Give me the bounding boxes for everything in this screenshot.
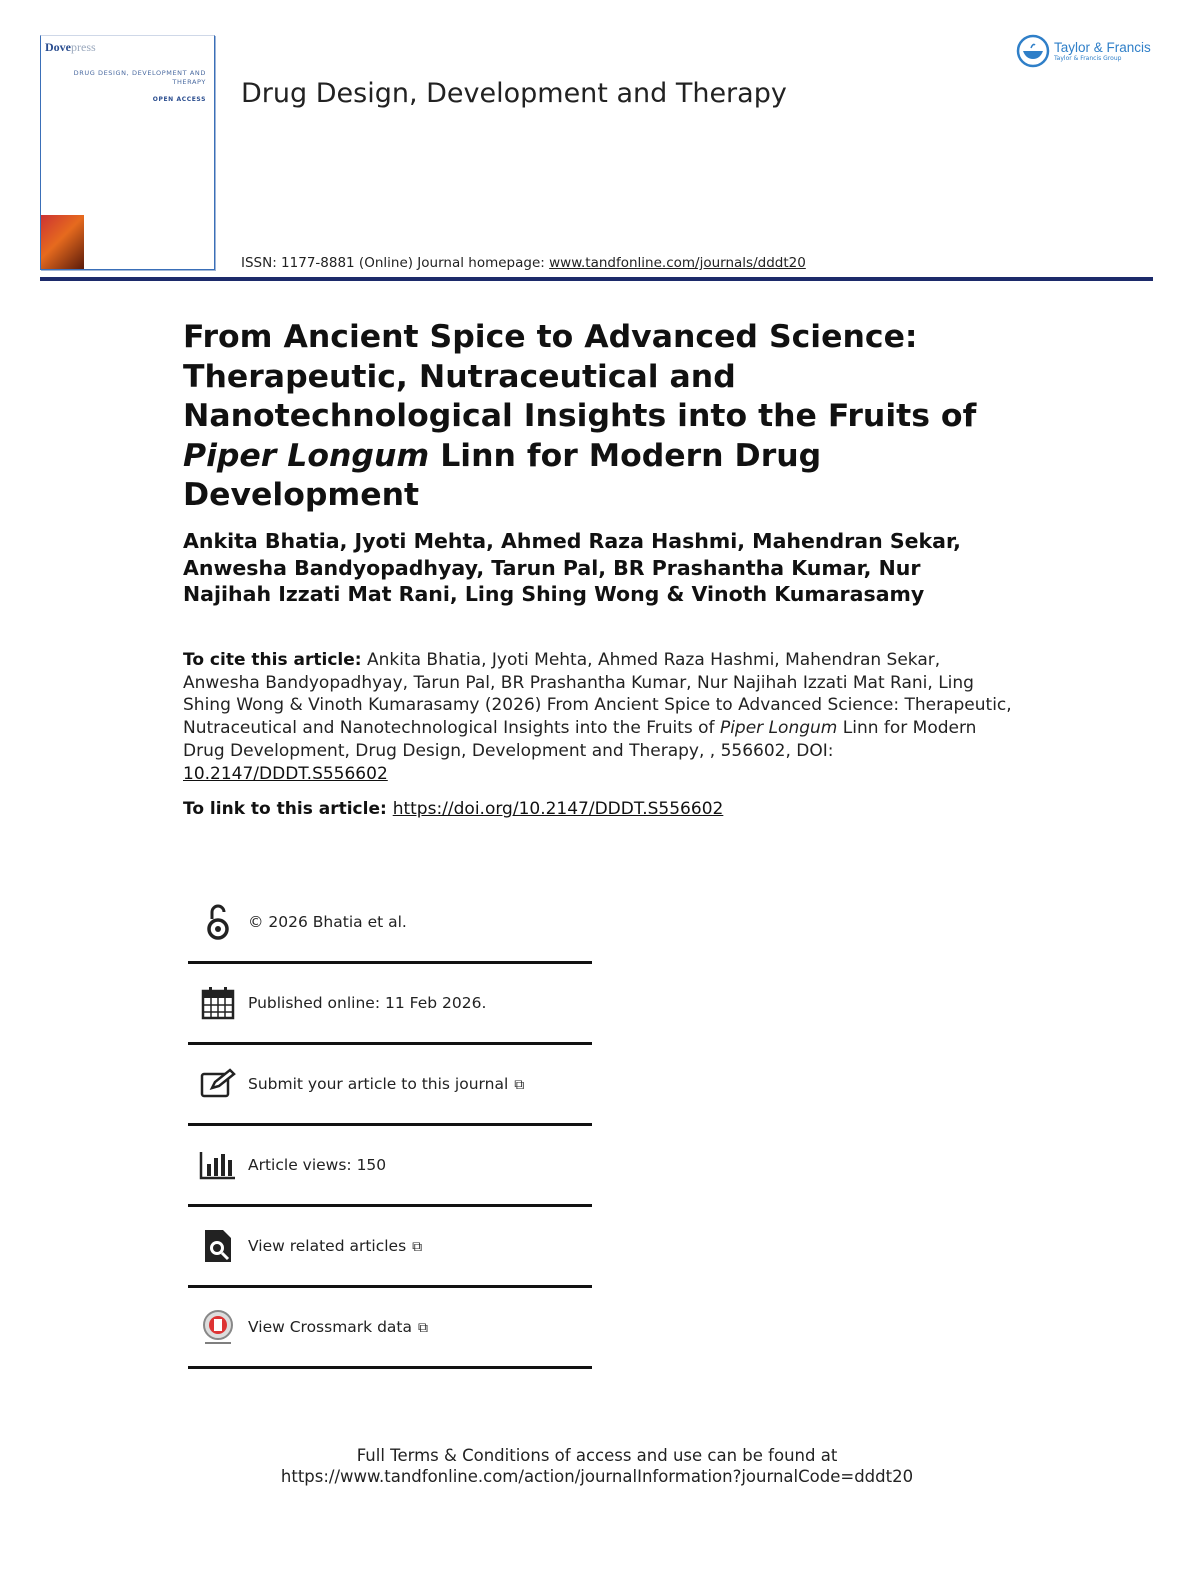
article-views-row bbox=[188, 1126, 592, 1207]
cite-doi-link[interactable]: 10.2147/DDDT.S556602 bbox=[183, 763, 388, 784]
cite-italic: Piper Longum bbox=[719, 718, 838, 739]
header-rule bbox=[40, 277, 1153, 281]
related-articles-link[interactable] bbox=[188, 1207, 592, 1288]
title-part1: From Ancient Spice to Advanced Science: Therapeutic, Nutraceutical and Nanotechnological Insights into the Fruits of bbox=[183, 319, 977, 434]
issn-line bbox=[241, 255, 806, 271]
copyright-row bbox=[188, 883, 592, 964]
terms-footer bbox=[0, 1445, 1194, 1487]
crossmark-icon bbox=[199, 1308, 237, 1346]
journal-cover-image bbox=[40, 35, 215, 270]
tf-logo-name: Taylor & Francis bbox=[1054, 40, 1151, 55]
published-text: Published online: 11 Feb 2026. bbox=[248, 994, 487, 1012]
tf-logo-sub: Taylor & Francis Group bbox=[1054, 55, 1122, 62]
cite-text1: Ankita Bhatia, Jyoti Mehta, Ahmed Raza Hashmi, Mahendran Sekar, Anwesha Bandyopadhyay, Tarun Pal, BR Prashantha Kumar, Nur Najihah Izzati Mat Rani, Ling Shing Wong & Vinoth Kumarasamy (2026) From Ancient Spice to Advanced Science: Therapeutic, Nutraceutical and Nanotechnological Insights into the Fruits of bbox=[183, 650, 1012, 739]
article-authors: Ankita Bhatia, Jyoti Mehta, Ahmed Raza Hashmi, Mahendran Sekar, Anwesha Bandyopadhyay, Tarun Pal, BR Prashantha Kumar, Nur Najihah Izzati Mat Rani, Ling Shing Wong & Vinoth Kumarasamy bbox=[183, 529, 961, 606]
related-text-wrap bbox=[248, 1237, 422, 1255]
submit-text-wrap bbox=[248, 1075, 524, 1093]
submit-article-link[interactable] bbox=[188, 1045, 592, 1126]
external-link-icon: ⧉ bbox=[514, 1077, 525, 1093]
crossmark-link[interactable] bbox=[188, 1288, 592, 1369]
article-title bbox=[183, 318, 1033, 516]
edit-icon bbox=[199, 1065, 237, 1103]
published-row bbox=[188, 964, 592, 1045]
calendar-icon bbox=[199, 984, 237, 1022]
search-document-icon bbox=[199, 1227, 237, 1265]
cover-photo bbox=[41, 215, 84, 269]
related-text: View related articles bbox=[248, 1237, 407, 1255]
journal-title: Drug Design, Development and Therapy bbox=[241, 78, 787, 109]
article-info-list bbox=[188, 883, 592, 1369]
cover-journal-name: DRUG DESIGN, DEVELOPMENT AND THERAPY bbox=[73, 69, 206, 86]
cite-label: To cite this article: bbox=[183, 650, 362, 670]
crossmark-text-wrap bbox=[248, 1318, 428, 1336]
cover-open-access: OPEN ACCESS bbox=[152, 96, 206, 103]
title-part2: Linn for Modern Drug Development bbox=[183, 437, 822, 513]
terms-text: Full Terms & Conditions of access and use can be found at bbox=[356, 1446, 838, 1465]
publisher-a: Dove bbox=[45, 40, 71, 54]
title-italic: Piper Longum bbox=[183, 437, 430, 474]
terms-url[interactable]: https://www.tandfonline.com/action/journalInformation?journalCode=dddt20 bbox=[280, 1467, 914, 1486]
cite-text2: Linn for Modern Drug Development, Drug Design, Development and Therapy, , 556602, DOI: bbox=[183, 718, 977, 761]
copyright-text: © 2026 Bhatia et al. bbox=[248, 913, 407, 931]
doi-link[interactable]: https://doi.org/10.2147/DDDT.S556602 bbox=[392, 799, 724, 819]
crossmark-text: View Crossmark data bbox=[248, 1318, 412, 1336]
submit-text: Submit your article to this journal bbox=[248, 1075, 509, 1093]
article-link bbox=[183, 799, 723, 819]
link-label: To link to this article: bbox=[183, 799, 393, 819]
external-link-icon: ⧉ bbox=[417, 1320, 428, 1336]
issn-text: ISSN: 1177-8881 (Online) Journal homepage: bbox=[241, 255, 550, 271]
publisher-b: press bbox=[71, 40, 96, 54]
taylor-francis-logo[interactable] bbox=[1016, 34, 1151, 68]
journal-homepage-link[interactable]: www.tandfonline.com/journals/dddt20 bbox=[549, 255, 806, 271]
article-views-text: Article views: 150 bbox=[248, 1156, 387, 1174]
bar-chart-icon bbox=[199, 1146, 237, 1184]
dovepress-logo bbox=[45, 40, 96, 55]
citation bbox=[183, 649, 1013, 785]
open-access-icon bbox=[199, 903, 237, 941]
tf-lamp-icon bbox=[1016, 34, 1050, 68]
external-link-icon: ⧉ bbox=[412, 1239, 423, 1255]
